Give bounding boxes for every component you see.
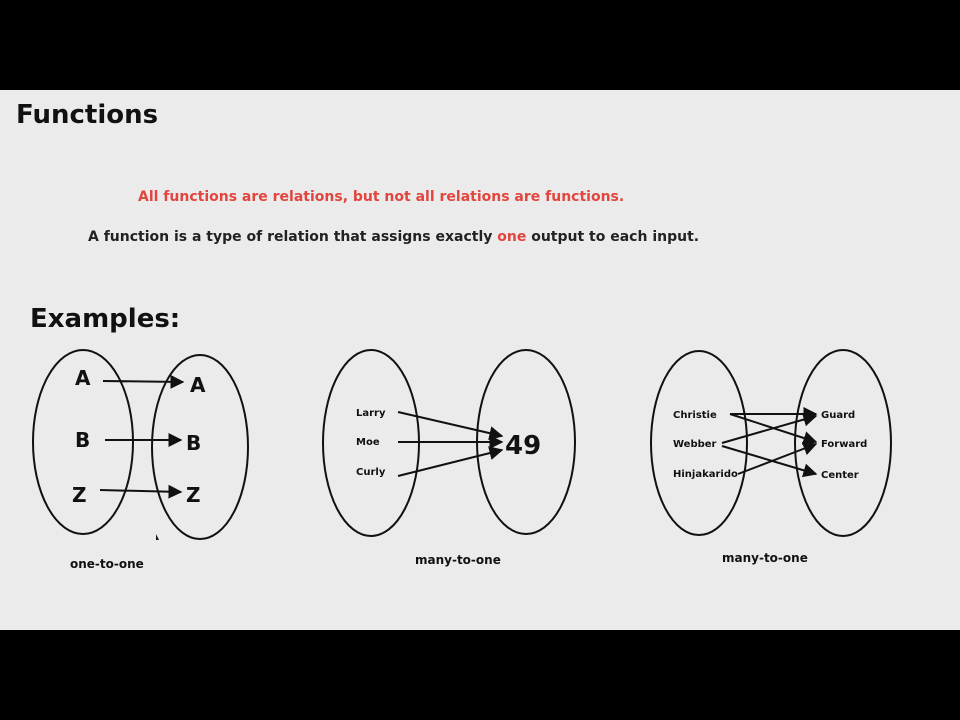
diagram-caption: many-to-one bbox=[722, 551, 808, 565]
range-item: 49 bbox=[505, 431, 542, 461]
diagram-caption: one-to-one bbox=[70, 557, 144, 571]
mapping-arrow bbox=[398, 412, 502, 436]
range-item: Guard bbox=[821, 410, 856, 421]
domain-item: Hinjakarido bbox=[673, 469, 738, 480]
domain-item: Larry bbox=[356, 408, 386, 419]
definition-highlight: one bbox=[497, 229, 527, 245]
mapping-arrow bbox=[100, 490, 181, 492]
diagram-many-to-one-1 bbox=[323, 350, 575, 567]
mapping-arrow bbox=[398, 450, 502, 476]
diagram-one-to-one bbox=[33, 350, 248, 571]
domain-item: B bbox=[75, 428, 91, 452]
relations-statement: All functions are relations, but not all relations are functions. bbox=[138, 189, 625, 205]
slide-title: Functions bbox=[16, 100, 159, 130]
mapping-arrow bbox=[722, 416, 816, 443]
range-item: Forward bbox=[821, 439, 868, 450]
examples-heading: Examples: bbox=[30, 304, 181, 334]
slide bbox=[0, 90, 960, 630]
domain-item: Moe bbox=[356, 437, 380, 448]
mapping-arrow bbox=[103, 381, 183, 382]
domain-item: Curly bbox=[356, 467, 386, 478]
range-item: Center bbox=[821, 470, 859, 481]
cursor-icon bbox=[156, 534, 159, 540]
definition-text-end: output to each input. bbox=[526, 229, 700, 245]
range-item: B bbox=[186, 431, 202, 455]
definition-text-start: A function is a type of relation that assigns exactly bbox=[88, 229, 498, 245]
diagram-many-to-one-2 bbox=[651, 350, 891, 565]
domain-item: Z bbox=[72, 483, 87, 507]
range-item: A bbox=[190, 373, 206, 397]
diagram-caption: many-to-one bbox=[415, 553, 501, 567]
domain-item: A bbox=[75, 366, 91, 390]
domain-item: Webber bbox=[673, 439, 717, 450]
mapping-diagrams bbox=[0, 90, 960, 630]
range-item: Z bbox=[186, 483, 201, 507]
domain-item: Christie bbox=[673, 410, 717, 421]
